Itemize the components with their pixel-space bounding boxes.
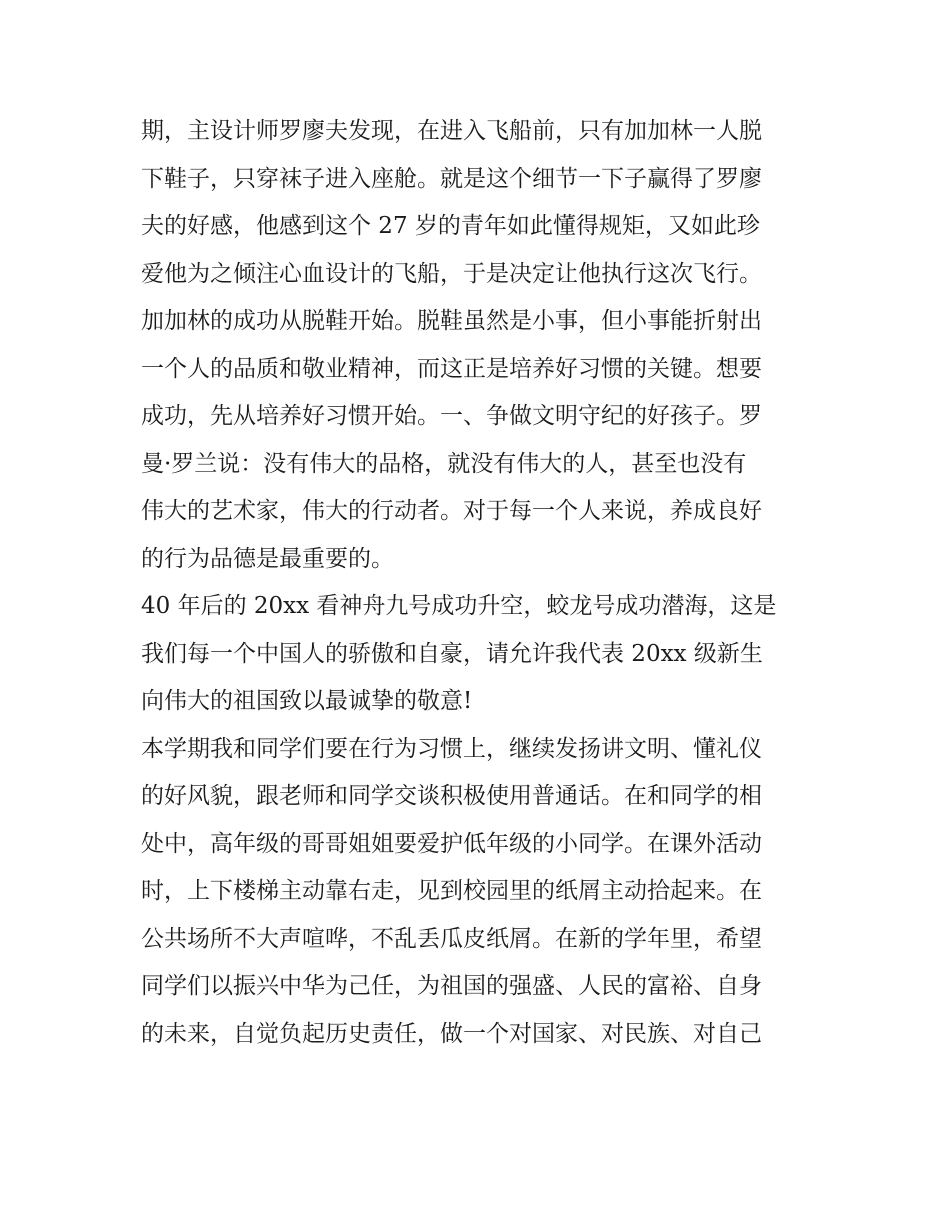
body-text bbox=[141, 108, 816, 1058]
text-line: 爱他为之倾注心血设计的飞船，于是决定让他执行这次飞行。 bbox=[141, 260, 762, 287]
text-line: 公共场所不大声喧哗，不乱丢瓜皮纸屑。在新的学年里，希望 bbox=[141, 925, 762, 952]
text-line: 本学期我和同学们要在行为习惯上，继续发扬讲文明、懂礼仪 bbox=[141, 735, 762, 762]
text-line: 时，上下楼梯主动靠右走，见到校园里的纸屑主动拾起来。在 bbox=[141, 878, 762, 904]
text-line: 处中，高年级的哥哥姐姐要爱护低年级的小同学。在课外活动 bbox=[141, 830, 762, 857]
text-line: 同学们以振兴中华为己任，为祖国的强盛、人民的富裕、自身 bbox=[141, 973, 762, 999]
text-line: 曼·罗兰说：没有伟大的品格，就没有伟大的人，甚至也没有 bbox=[141, 450, 747, 477]
text-line: 一个人的品质和敬业精神，而这正是培养好习惯的关键。想要 bbox=[141, 355, 762, 382]
text-line: 的行为品德是最重要的。 bbox=[141, 545, 394, 572]
text-line: 40 年后的 20xx 看神舟九号成功升空，蛟龙号成功潜海，这是 bbox=[141, 593, 777, 619]
text-line: 期，主设计师罗廖夫发现，在进入飞船前，只有加加林一人脱 bbox=[141, 118, 762, 144]
text-line: 我们每一个中国人的骄傲和自豪，请允许我代表 20xx 级新生 bbox=[141, 640, 763, 667]
text-line: 的未来，自觉负起历史责任，做一个对国家、对民族、对自己 bbox=[141, 1020, 762, 1047]
text-line: 成功，先从培养好习惯开始。一、争做文明守纪的好孩子。罗 bbox=[141, 403, 762, 429]
text-line: 伟大的艺术家，伟大的行动者。对于每一个人来说，养成良好 bbox=[141, 498, 762, 524]
text-line: 夫的好感，他感到这个 27 岁的青年如此懂得规矩，又如此珍 bbox=[141, 213, 760, 239]
text-line: 的好风貌，跟老师和同学交谈积极使用普通话。在和同学的相 bbox=[141, 783, 762, 809]
text-line: 向伟大的祖国致以最诚挚的敬意! bbox=[141, 688, 473, 714]
text-line: 下鞋子，只穿袜子进入座舱。就是这个细节一下子赢得了罗廖 bbox=[141, 165, 762, 192]
text-line: 加加林的成功从脱鞋开始。脱鞋虽然是小事，但小事能折射出 bbox=[141, 308, 762, 334]
